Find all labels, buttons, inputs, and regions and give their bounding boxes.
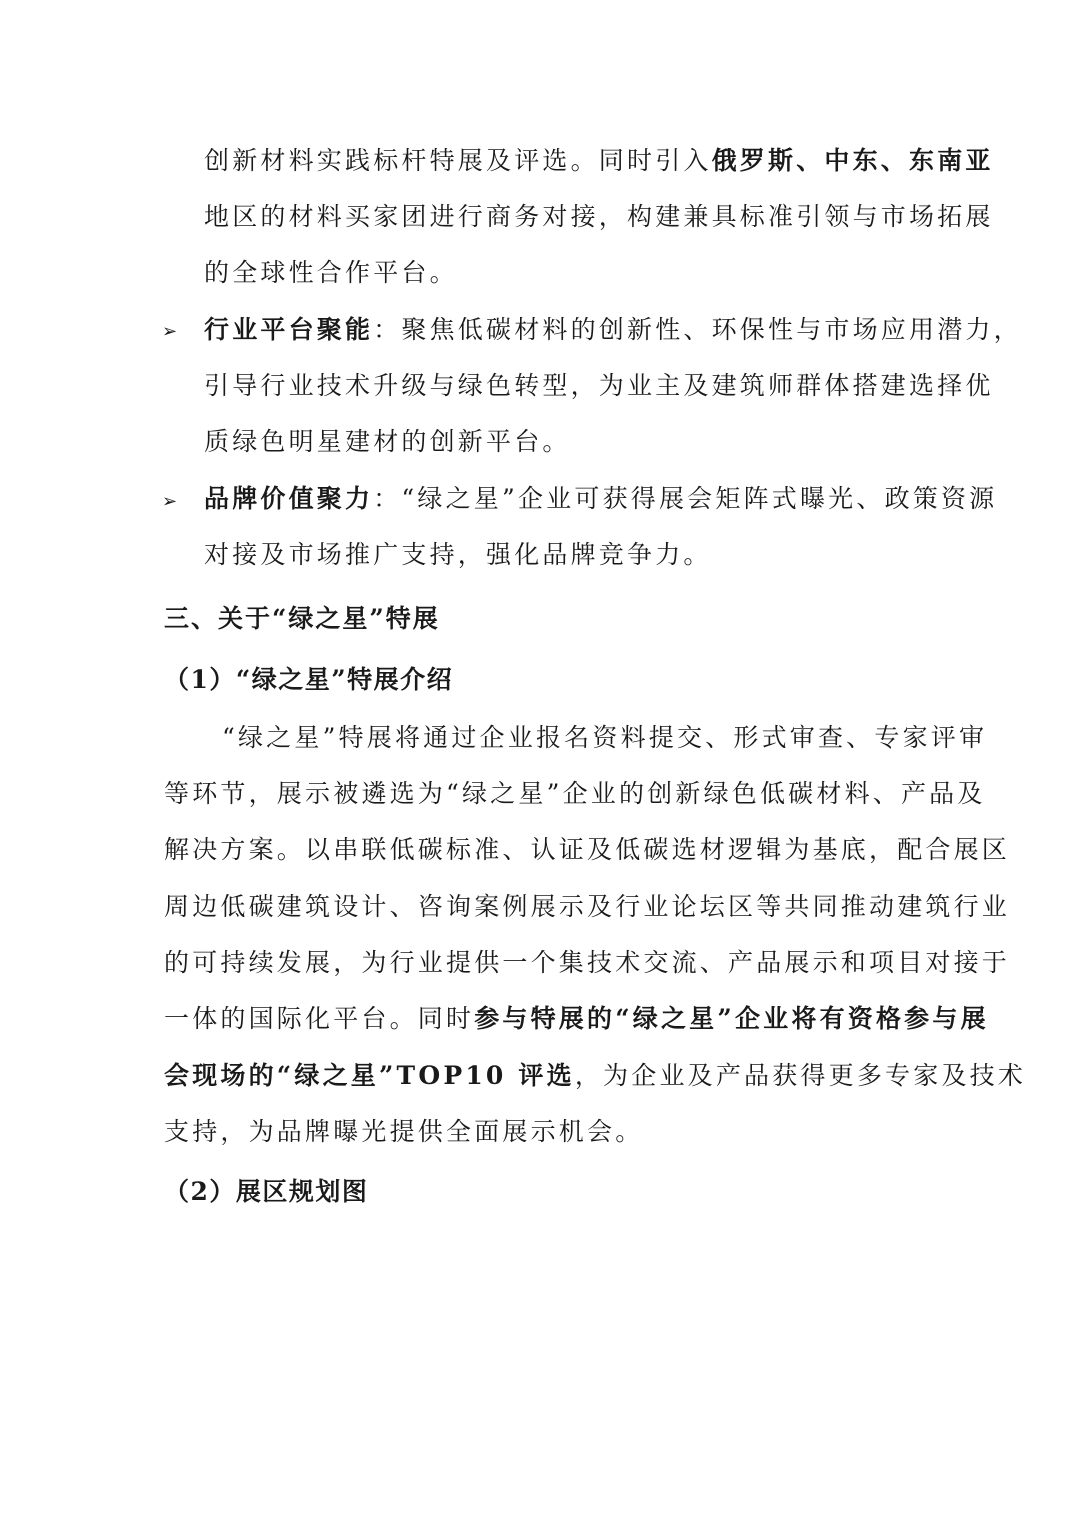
bullet-1-line-1 bbox=[204, 314, 1022, 346]
section-3-subtitle-1: （1）“绿之星”特展介绍 bbox=[164, 665, 454, 694]
bullet-2-line-1 bbox=[204, 483, 997, 515]
intro-line-3: 的全球性合作平台。 bbox=[204, 258, 458, 287]
section-3-para-line-7 bbox=[164, 1060, 1026, 1092]
bullet-2-text: ：“绿之星”企业可获得展会矩阵式曝光、政策资源 bbox=[373, 484, 998, 513]
bullet-arrow-icon: ➢ bbox=[162, 491, 178, 512]
intro-bold-regions: 俄罗斯、中东、东南亚 bbox=[711, 146, 994, 175]
para-bold-text: 参与特展的“绿之星”企业将有资格参与展 bbox=[474, 1004, 989, 1033]
section-3-title: 三、关于“绿之星”特展 bbox=[164, 604, 440, 633]
bullet-1-line-3: 质绿色明星建材的创新平台。 bbox=[204, 427, 571, 456]
section-3-subtitle-2: （2）展区规划图 bbox=[164, 1177, 369, 1206]
section-3-para-line-4: 周边低碳建筑设计、咨询案例展示及行业论坛区等共同推动建筑行业 bbox=[164, 892, 1011, 921]
bullet-2-title: 品牌价值聚力 bbox=[204, 484, 374, 513]
bullet-1-text: ：聚焦低碳材料的创新性、环保性与市场应用潜力， bbox=[373, 315, 1022, 344]
section-3-para-line-3: 解决方案。以串联低碳标准、认证及低碳选材逻辑为基底，配合展区 bbox=[164, 835, 1011, 864]
section-3-para-line-8: 支持，为品牌曝光提供全面展示机会。 bbox=[164, 1117, 644, 1146]
para-text: 一体的国际化平台。同时 bbox=[164, 1004, 475, 1033]
section-3-para-line-6 bbox=[164, 1003, 989, 1035]
intro-text: 创新材料实践标杆特展及评选。同时引入 bbox=[204, 146, 712, 175]
section-3-para-line-1: “绿之星”特展将通过企业报名资料提交、形式审查、专家评审 bbox=[222, 723, 988, 752]
intro-line-2: 地区的材料买家团进行商务对接，构建兼具标准引领与市场拓展 bbox=[204, 202, 994, 231]
para-text: ，为企业及产品获得更多专家及技术 bbox=[574, 1061, 1027, 1090]
section-3-para-line-5: 的可持续发展，为行业提供一个集技术交流、产品展示和项目对接于 bbox=[164, 948, 1011, 977]
bullet-arrow-icon: ➢ bbox=[162, 321, 178, 342]
bullet-1-line-2: 引导行业技术升级与绿色转型，为业主及建筑师群体搭建选择优 bbox=[204, 371, 994, 400]
para-bold-text: 会现场的“绿之星”TOP10 评选 bbox=[164, 1061, 575, 1090]
intro-line-1 bbox=[204, 145, 994, 177]
section-3-para-line-2: 等环节，展示被遴选为“绿之星”企业的创新绿色低碳材料、产品及 bbox=[164, 779, 986, 808]
bullet-2-line-2: 对接及市场推广支持，强化品牌竞争力。 bbox=[204, 540, 712, 569]
bullet-1-title: 行业平台聚能 bbox=[204, 315, 374, 344]
